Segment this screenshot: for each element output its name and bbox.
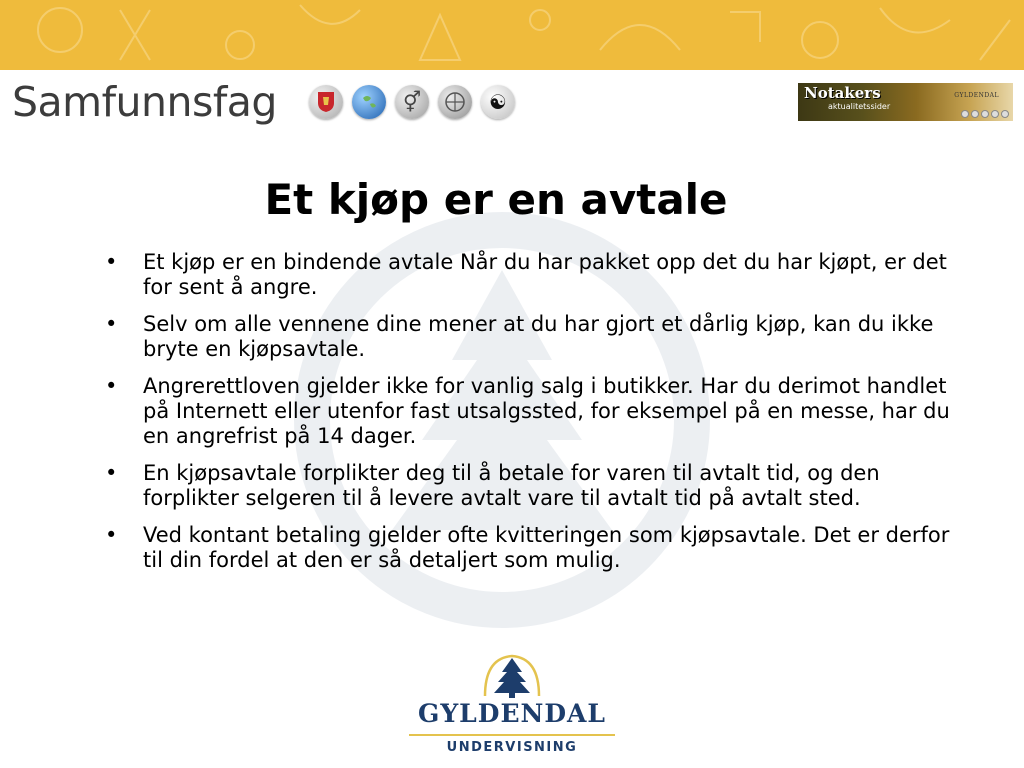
header bbox=[0, 70, 1024, 136]
bullet-list bbox=[100, 250, 960, 585]
notakers-publisher: GYLDENDAL bbox=[954, 92, 999, 99]
bullet-item bbox=[100, 461, 960, 511]
bullet-marker: • bbox=[105, 312, 118, 336]
bullet-text: Et kjøp er en bindende avtale Når du har pakket opp det du har kjøpt, er det for sent å angre. bbox=[143, 250, 947, 299]
globe-icon[interactable] bbox=[352, 85, 386, 119]
norway-coat-of-arms-icon[interactable] bbox=[309, 85, 343, 119]
compass-icon[interactable] bbox=[438, 85, 472, 119]
logo-divider bbox=[409, 734, 615, 736]
notakers-title: Notakers bbox=[804, 84, 881, 102]
slide-title: Et kjøp er en avtale bbox=[264, 175, 728, 224]
bullet-item bbox=[100, 374, 960, 449]
bullet-item bbox=[100, 312, 960, 362]
bullet-marker: • bbox=[105, 461, 118, 485]
notakers-subtitle: aktualitetssider bbox=[828, 102, 891, 111]
bullet-text: Angrerettloven gjelder ikke for vanlig salg i butikker. Har du derimot handlet på Internett eller utenfor fast utsalgssted, for eksempel på en messe, har du en angrefrist på 14 dager. bbox=[143, 374, 950, 448]
bullet-text: Selv om alle vennene dine mener at du har gjort et dårlig kjøp, kan du ikke bryte en kjøpsavtale. bbox=[143, 312, 934, 361]
site-brand[interactable]: Samfunnsfag bbox=[12, 78, 277, 126]
logo-subtitle: UNDERVISNING bbox=[446, 740, 578, 755]
bullet-marker: • bbox=[105, 374, 118, 398]
notakers-banner[interactable] bbox=[798, 83, 1013, 121]
bullet-text: Ved kontant betaling gjelder ofte kvitteringen som kjøpsavtale. Det er derfor til din fordel at den er så detaljert som mulig. bbox=[143, 523, 950, 572]
bullet-item bbox=[100, 250, 960, 300]
header-decorative-band bbox=[0, 0, 1024, 70]
gender-symbol-icon[interactable]: ⚥ bbox=[395, 85, 429, 119]
notakers-mini-icons bbox=[961, 110, 1009, 118]
bullet-marker: • bbox=[105, 523, 118, 547]
yin-yang-icon[interactable]: ☯ bbox=[481, 85, 515, 119]
bullet-marker: • bbox=[105, 250, 118, 274]
bullet-item bbox=[100, 523, 960, 573]
tree-icon bbox=[405, 652, 619, 700]
gyldendal-logo bbox=[405, 652, 619, 762]
bullet-text: En kjøpsavtale forplikter deg til å betale for varen til avtalt tid, og den forplikter selgeren til å levere avtalt vare til avtalt tid på avtalt sted. bbox=[143, 461, 880, 510]
logo-name: GYLDENDAL bbox=[417, 699, 607, 728]
